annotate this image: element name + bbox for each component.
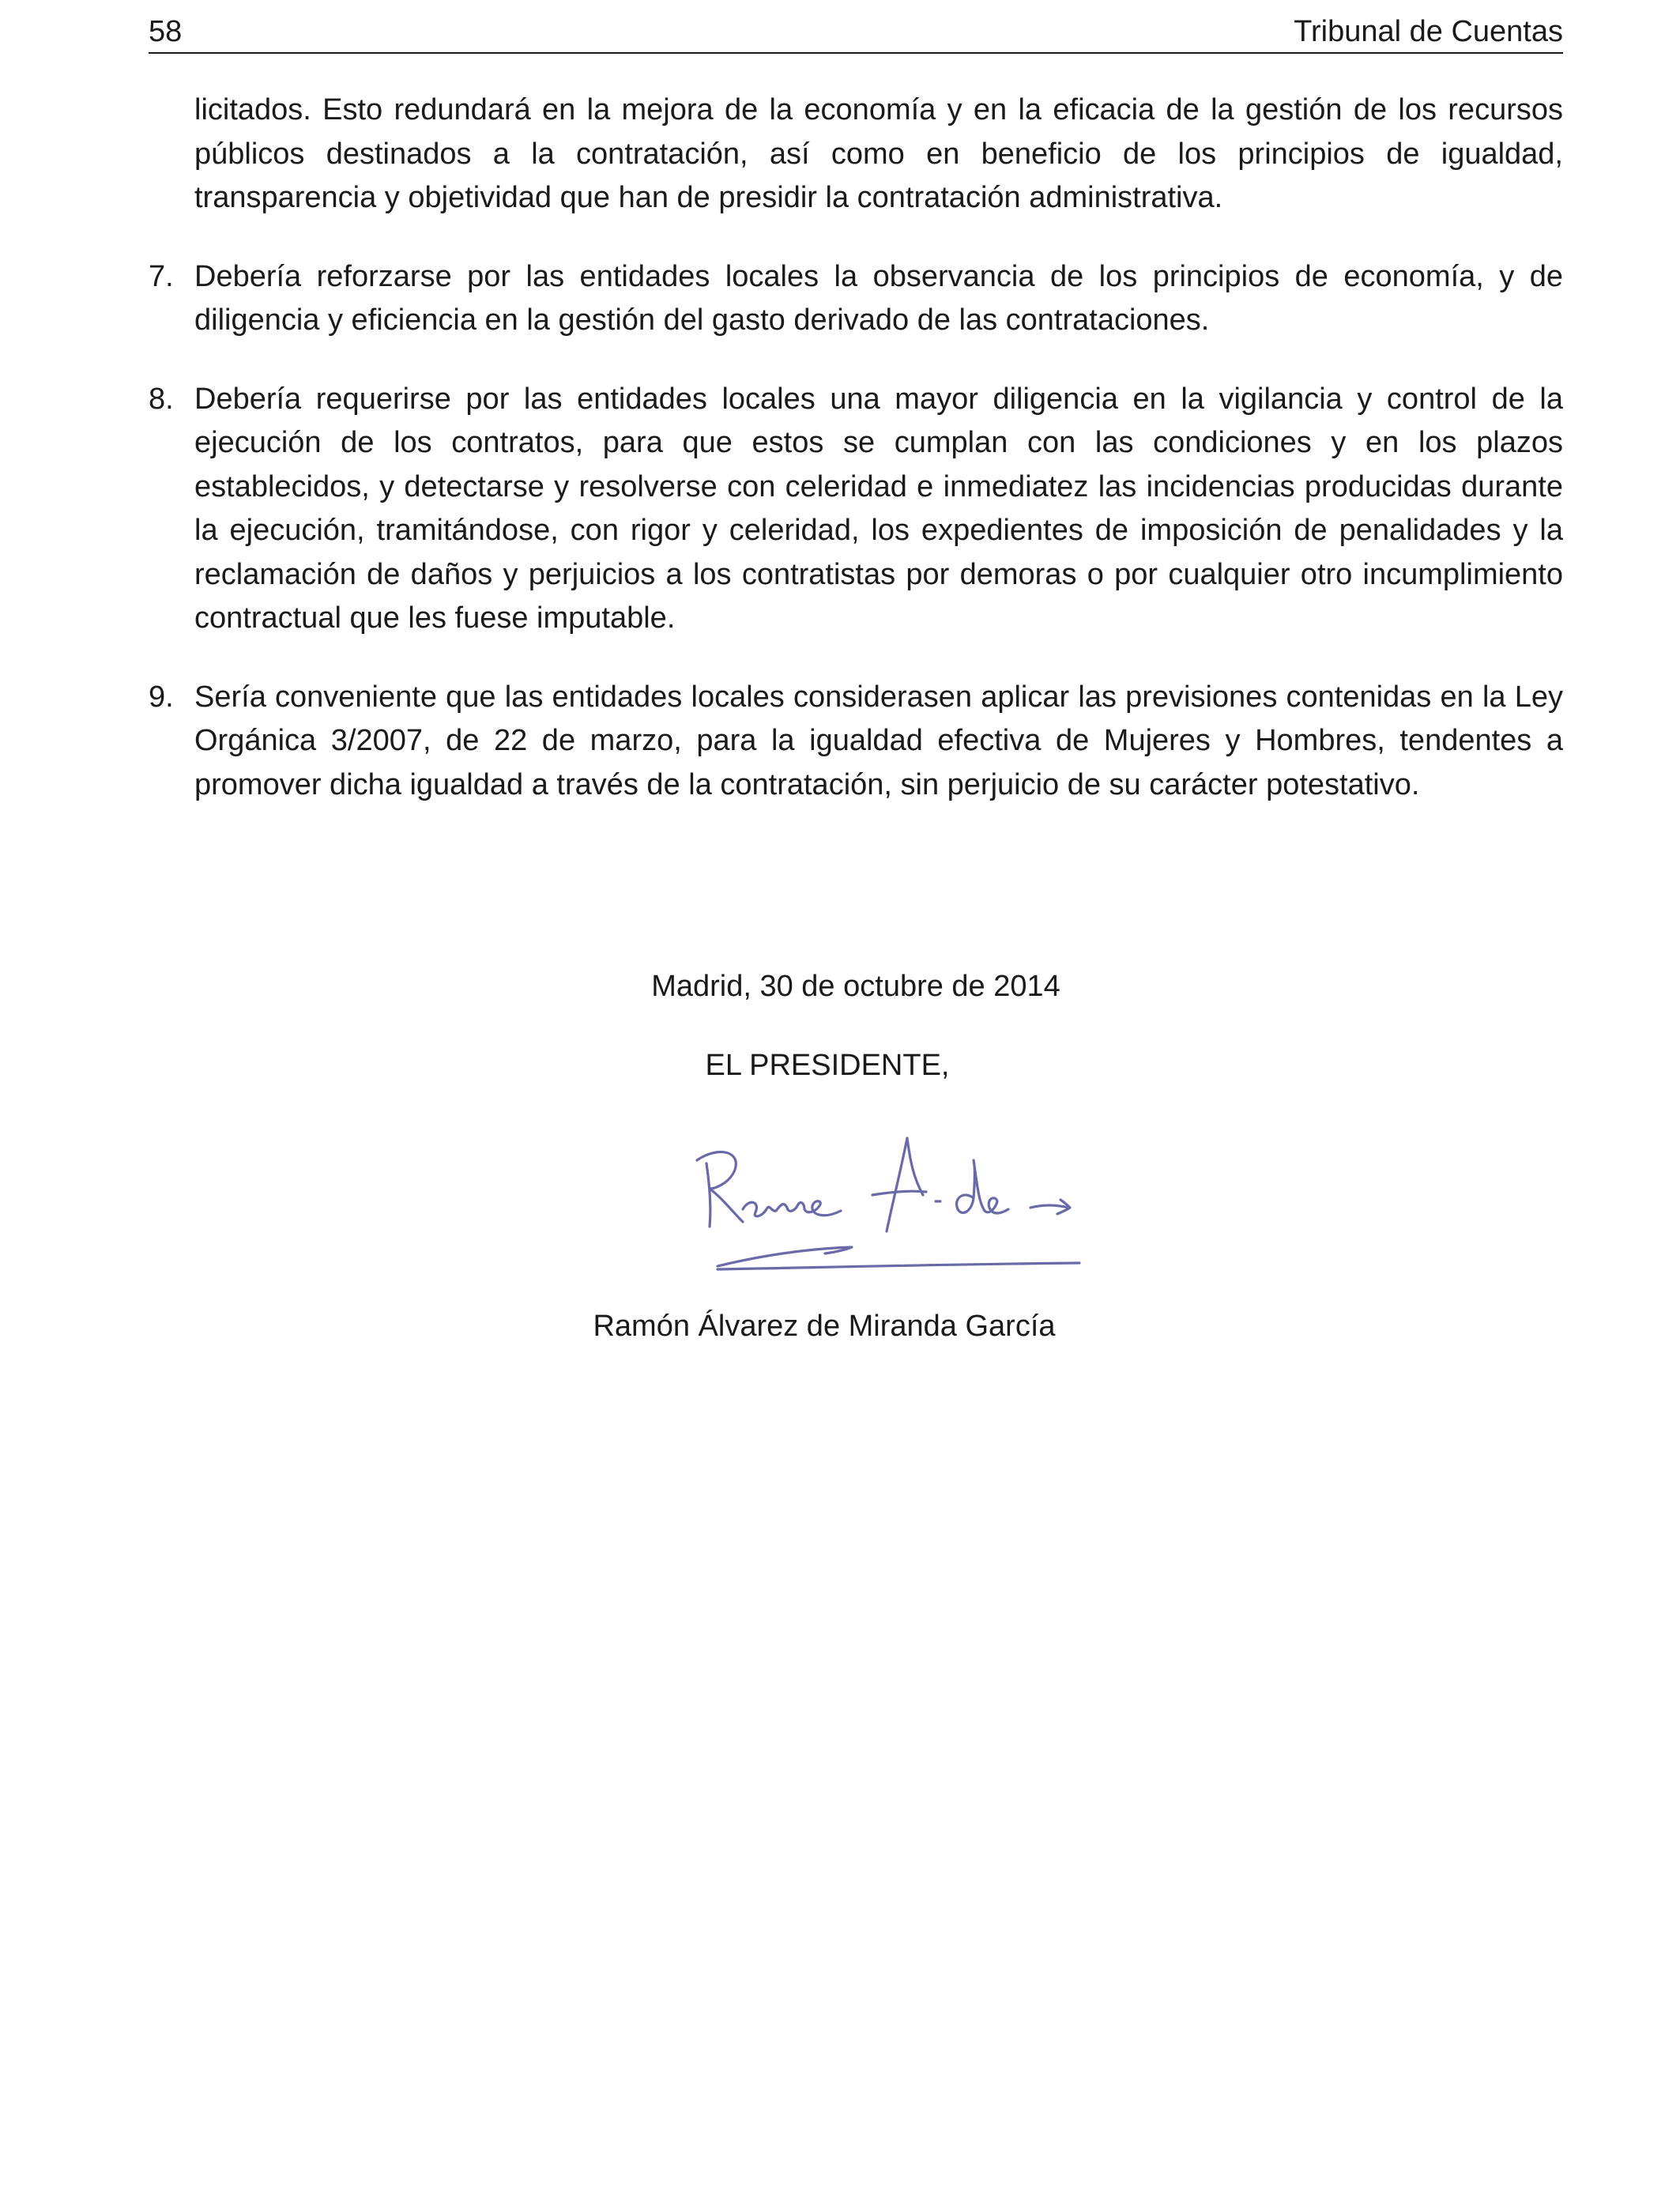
document-body — [149, 89, 1563, 807]
page-header — [149, 11, 1563, 54]
list-item — [149, 676, 1563, 808]
item-text: Debería requerirse por las entidades locales una mayor diligencia en la vigilancia y control de la ejecución de los contratos, para que estos se cumplan con las condiciones y en los plazos establecidos, y detectarse y resolverse con celeridad e inmediatez las incidencias producidas durante la ejecución, tramitándose, con rigor y celeridad, los expedientes de imposición de penalidades y la reclamación de daños y perjuicios a los contratistas por demoras o por cualquier otro incumplimiento contractual que les fuese imputable. — [194, 382, 1563, 635]
page-number: 58 — [149, 15, 183, 48]
item-number: 9. — [149, 680, 174, 714]
list-item — [149, 378, 1563, 641]
running-title: Tribunal de Cuentas — [1294, 15, 1563, 48]
signatory-name: Ramón Álvarez de Miranda García — [593, 1310, 1056, 1343]
continuation-paragraph: licitados. Esto redundará en la mejora de la economía y en la eficacia de la gestión de los recursos públicos destinados a la contratación, así como en beneficio de los principios de igualdad, transparencia y objetividad que han de presidir la contratación administrativa. — [194, 93, 1563, 214]
item-number: 8. — [149, 382, 174, 416]
list-item — [149, 255, 1563, 343]
item-text: Sería conveniente que las entidades locales considerasen aplicar las previsiones contenidas en la Ley Orgánica 3/2007, de 22 de marzo, para la igualdad efectiva de Mujeres y Hombres, tendentes a promover dicha igualdad a través de la contratación, sin perjuicio de su carácter potestativo. — [194, 680, 1563, 801]
item-text: Debería reforzarse por las entidades locales la observancia de los principios de economía, y de diligencia y eficiencia en la gestión del gasto derivado de las contrataciones. — [194, 259, 1563, 337]
recommendation-list — [149, 255, 1563, 808]
place-date: Madrid, 30 de octubre de 2014 — [651, 970, 1060, 1003]
handwritten-signature — [686, 1122, 1097, 1280]
item-number: 7. — [149, 259, 174, 293]
signatory-title: EL PRESIDENTE, — [705, 1049, 950, 1082]
